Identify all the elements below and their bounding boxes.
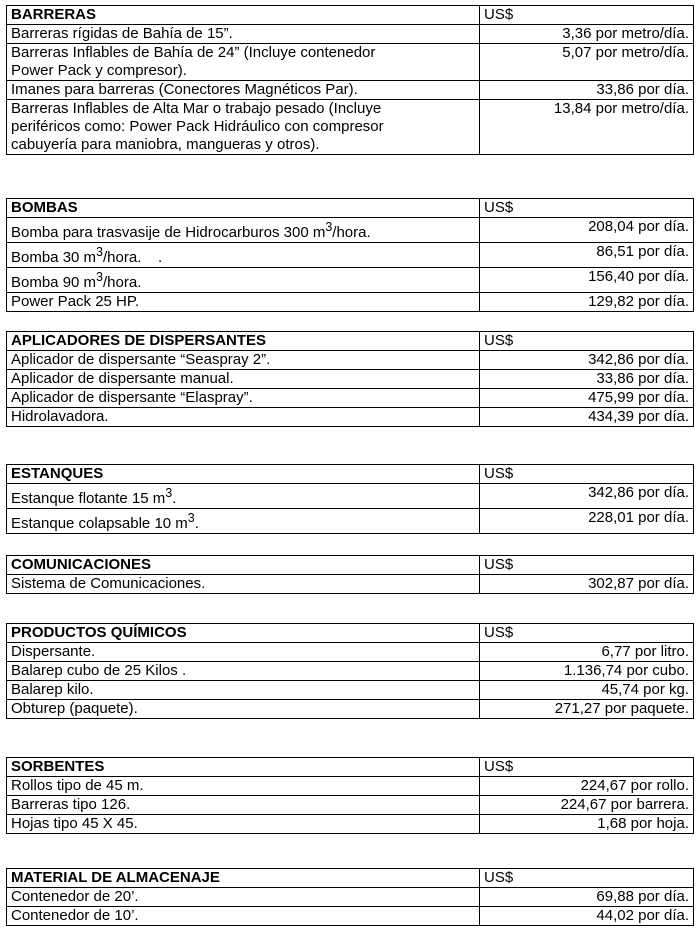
item-text: Estanque flotante 15 m: [11, 490, 166, 507]
section-header: [7, 332, 694, 351]
item-text: Bomba 30 m: [11, 249, 97, 266]
item-cell: [7, 243, 480, 268]
currency-header: US$: [480, 758, 694, 777]
table-row: [7, 681, 694, 700]
item-cell: Dispersante.: [7, 643, 480, 662]
item-text: Estanque colapsable 10 m: [11, 515, 188, 532]
table-row: [7, 662, 694, 681]
table-row: [7, 218, 694, 243]
price-cell: 5,07 por metro/día.: [480, 44, 694, 81]
item-cell: Contenedor de 20’.: [7, 888, 480, 907]
item-text: Bomba 90 m: [11, 274, 97, 291]
price-cell: 86,51 por día.: [480, 243, 694, 268]
price-cell: 208,04 por día.: [480, 218, 694, 243]
table-row: [7, 25, 694, 44]
item-cell: Sistema de Comunicaciones.: [7, 575, 480, 594]
section-productos-quimicos: [6, 623, 694, 719]
item-suffix: /hora. .: [103, 249, 163, 266]
item-cell: Aplicador de dispersante “Seaspray 2”.: [7, 351, 480, 370]
section-comunicaciones: [6, 555, 694, 594]
item-cell: [7, 509, 480, 534]
item-cell: Aplicador de dispersante “Elaspray”.: [7, 389, 480, 408]
price-cell: 342,86 por día.: [480, 351, 694, 370]
item-cell: [7, 484, 480, 509]
price-cell: 44,02 por día.: [480, 907, 694, 926]
item-suffix: /hora.: [332, 224, 371, 241]
table-row: [7, 815, 694, 834]
currency-header: US$: [480, 6, 694, 25]
item-cell: Rollos tipo de 45 m.: [7, 777, 480, 796]
price-cell: 342,86 por día.: [480, 484, 694, 509]
currency-header: US$: [480, 465, 694, 484]
table-row: [7, 389, 694, 408]
item-cell: Obturep (paquete).: [7, 700, 480, 719]
section-header: [7, 556, 694, 575]
item-cell: Hidrolavadora.: [7, 408, 480, 427]
table-row: [7, 293, 694, 312]
table-row: [7, 408, 694, 427]
price-cell: 33,86 por día.: [480, 370, 694, 389]
section-title: APLICADORES DE DISPERSANTES: [7, 332, 480, 351]
section-title: SORBENTES: [7, 758, 480, 777]
currency-header: US$: [480, 332, 694, 351]
table-row: [7, 907, 694, 926]
section-title: COMUNICACIONES: [7, 556, 480, 575]
price-cell: 434,39 por día.: [480, 408, 694, 427]
item-suffix: .: [194, 515, 199, 532]
section-aplicadores: [6, 331, 694, 427]
superscript: 3: [325, 220, 333, 234]
item-cell: Hojas tipo 45 X 45.: [7, 815, 480, 834]
price-cell: 228,01 por día.: [480, 509, 694, 534]
table-row: [7, 243, 694, 268]
price-cell: 45,74 por kg.: [480, 681, 694, 700]
table-row: [7, 81, 694, 100]
table-row: [7, 888, 694, 907]
item-suffix: .: [172, 490, 177, 507]
table-row: [7, 777, 694, 796]
price-cell: 6,77 por litro.: [480, 643, 694, 662]
section-material-almacenaje: [6, 868, 694, 926]
section-bombas: [6, 198, 694, 312]
price-cell: 1,68 por hoja.: [480, 815, 694, 834]
price-cell: 129,82 por día.: [480, 293, 694, 312]
item-cell: Imanes para barreras (Conectores Magnéticos Par).: [7, 81, 480, 100]
item-cell: Balarep cubo de 25 Kilos .: [7, 662, 480, 681]
section-title: BOMBAS: [7, 199, 480, 218]
currency-header: US$: [480, 624, 694, 643]
section-header: [7, 6, 694, 25]
table-row: [7, 509, 694, 534]
section-sorbentes: [6, 757, 694, 834]
price-cell: 3,36 por metro/día.: [480, 25, 694, 44]
table-row: [7, 700, 694, 719]
price-cell: 1.136,74 por cubo.: [480, 662, 694, 681]
item-cell: Contenedor de 10’.: [7, 907, 480, 926]
superscript: 3: [187, 511, 195, 525]
price-cell: 224,67 por rollo.: [480, 777, 694, 796]
price-cell: 156,40 por día.: [480, 268, 694, 293]
superscript: 3: [165, 486, 173, 500]
item-text: Bomba para trasvasije de Hidrocarburos 300 m: [11, 224, 326, 241]
item-cell: [7, 268, 480, 293]
item-cell: Barreras tipo 126.: [7, 796, 480, 815]
item-cell: Barreras Inflables de Alta Mar o trabajo pesado (Incluye periféricos como: Power Pack Hidráulico con compresor cabuyería para maniobra, mangueras y otros).: [7, 100, 480, 155]
item-cell: Balarep kilo.: [7, 681, 480, 700]
section-header: [7, 869, 694, 888]
table-row: [7, 268, 694, 293]
table-row: [7, 100, 694, 155]
section-header: [7, 465, 694, 484]
section-title: BARRERAS: [7, 6, 480, 25]
section-title: MATERIAL DE ALMACENAJE: [7, 869, 480, 888]
section-header: [7, 624, 694, 643]
table-row: [7, 44, 694, 81]
price-cell: 271,27 por paquete.: [480, 700, 694, 719]
price-cell: 69,88 por día.: [480, 888, 694, 907]
item-cell: Aplicador de dispersante manual.: [7, 370, 480, 389]
currency-header: US$: [480, 869, 694, 888]
currency-header: US$: [480, 199, 694, 218]
section-barreras: [6, 5, 694, 155]
currency-header: US$: [480, 556, 694, 575]
item-suffix: /hora.: [103, 274, 142, 291]
price-cell: 224,67 por barrera.: [480, 796, 694, 815]
table-row: [7, 643, 694, 662]
table-row: [7, 370, 694, 389]
section-title: PRODUCTOS QUÍMICOS: [7, 624, 480, 643]
item-cell: Barreras Inflables de Bahía de 24” (Incluye contenedor Power Pack y compresor).: [7, 44, 480, 81]
section-estanques: [6, 464, 694, 534]
item-cell: [7, 218, 480, 243]
table-row: [7, 351, 694, 370]
table-row: [7, 484, 694, 509]
table-row: [7, 575, 694, 594]
section-header: [7, 758, 694, 777]
price-cell: 302,87 por día.: [480, 575, 694, 594]
item-cell: Power Pack 25 HP.: [7, 293, 480, 312]
price-cell: 475,99 por día.: [480, 389, 694, 408]
superscript: 3: [96, 270, 103, 284]
section-header: [7, 199, 694, 218]
table-row: [7, 796, 694, 815]
section-title: ESTANQUES: [7, 465, 480, 484]
superscript: 3: [96, 245, 103, 259]
price-cell: 33,86 por día.: [480, 81, 694, 100]
item-cell: Barreras rígidas de Bahía de 15”.: [7, 25, 480, 44]
price-cell: 13,84 por metro/día.: [480, 100, 694, 155]
